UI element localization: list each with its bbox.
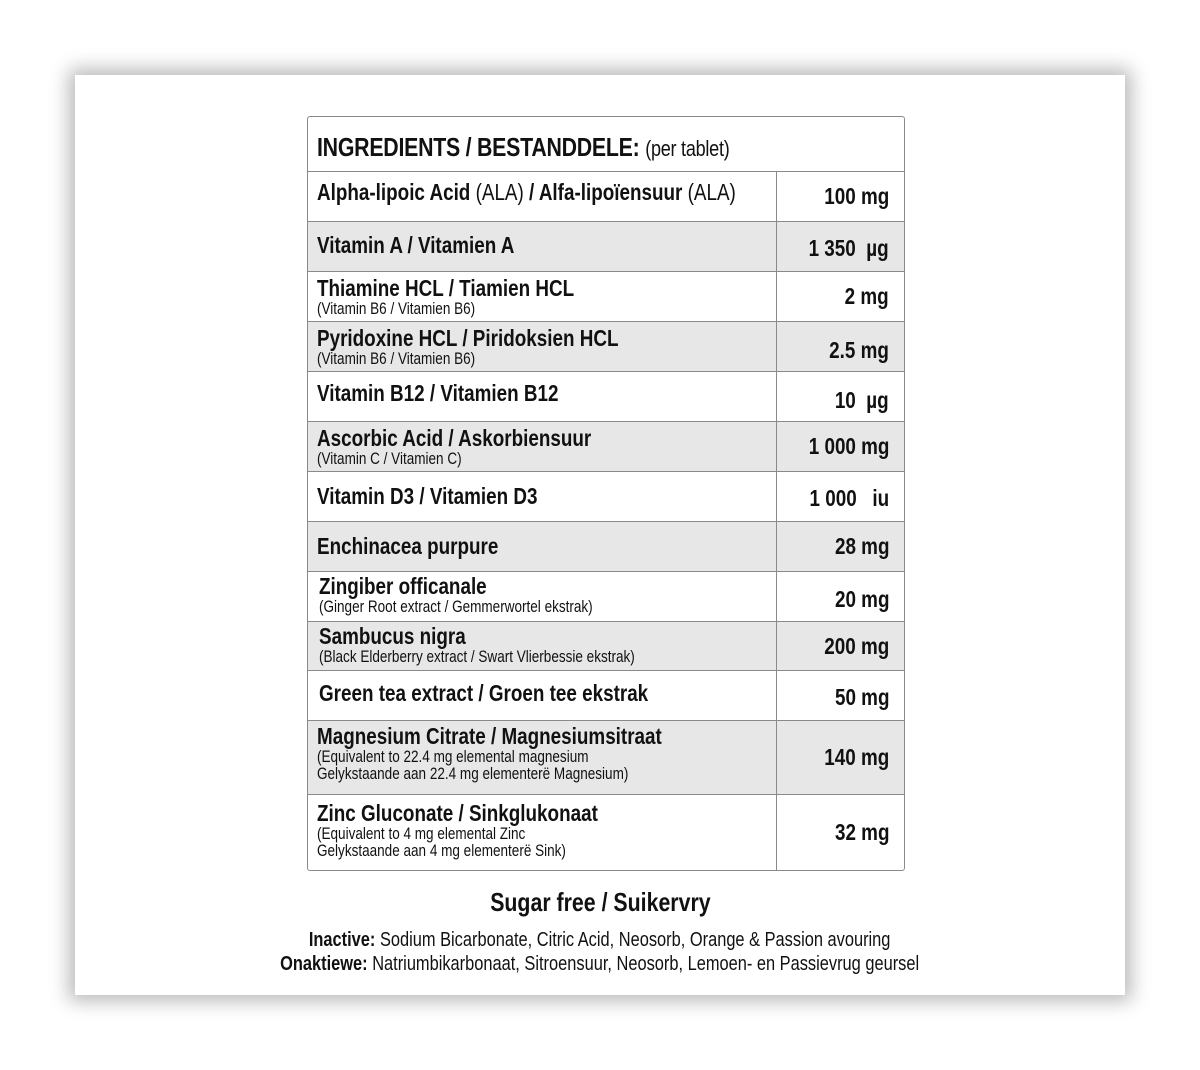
ingredient-name: Ascorbic Acid / Askorbiensuur [317,425,592,451]
ingredient-note: (Equivalent to 4 mg elemental Zinc [317,825,526,843]
ingredient-name: Zingiber officanale [319,573,487,599]
ingredient-name: Pyridoxine HCL / Piridoksien HCL [317,325,619,351]
ingredient-amount: 1 350 µg [808,235,889,261]
table-row [308,172,904,222]
ingredients-table [307,116,905,871]
table-row [308,272,904,322]
table-row [308,372,904,422]
ingredient-name: Zinc Gluconate / Sinkglukonaat [317,800,598,826]
table-row [308,322,904,372]
label-card [75,75,1125,995]
ingredient-name: Vitamin A / Vitamien A [317,232,515,258]
ingredient-amount: 28 mg [834,533,889,559]
table-row [308,572,904,622]
ingredient-amount: 140 mg [824,744,889,770]
ingredient-amount: 32 mg [834,819,889,845]
ingredient-note: Gelykstaande aan 22.4 mg elementerë Magnesium) [317,765,629,783]
table-row [308,671,904,721]
ingredient-note: (Vitamin B6 / Vitamien B6) [317,300,476,318]
ingredient-name: Green tea extract / Groen tee ekstrak [319,680,649,706]
table-row [308,721,904,795]
ingredient-note: (Vitamin C / Vitamien C) [317,450,462,468]
onaktiewe-line: Onaktiewe: Natriumbikarbonaat, Sitroensuur, Neosorb, Lemoen- en Passievrug geursel [280,953,920,975]
ingredient-name: Enchinacea purpure [317,533,499,559]
ingredient-name: Magnesium Citrate / Magnesiumsitraat [317,723,662,749]
header-title: INGREDIENTS / BESTANDDELE: (per tablet) [317,132,730,162]
sugar-free-label: Sugar free / Suikervry [489,887,711,917]
ingredient-amount: 2 mg [844,283,889,309]
table-row [308,622,904,671]
ingredient-name: Vitamin D3 / Vitamien D3 [317,483,538,509]
ingredient-amount: 200 mg [824,632,889,659]
ingredient-name: Vitamin B12 / Vitamien B12 [317,380,559,406]
ingredient-note: (Black Elderberry extract / Swart Vlierbessie ekstrak) [319,648,635,666]
table-row [308,795,904,870]
table-header [308,117,904,172]
table-row [308,222,904,272]
ingredient-note: (Vitamin B6 / Vitamien B6) [317,350,476,368]
ingredient-amount: 20 mg [834,586,889,612]
table-row [308,422,904,472]
ingredient-amount: 50 mg [834,684,889,710]
ingredient-amount: 2.5 mg [829,337,889,363]
ingredient-amount: 10 µg [835,387,889,413]
ingredient-name: Alpha-lipoic Acid (ALA) / Alfa-lipoïensuur (ALA) [317,179,736,205]
header-note: (per tablet) [645,136,730,161]
table-row [308,522,904,572]
ingredient-note: (Ginger Root extract / Gemmerwortel ekstrak) [319,598,593,616]
ingredient-note: (Equivalent to 22.4 mg elemental magnesium [317,748,589,766]
ingredient-name: Thiamine HCL / Tiamien HCL [317,275,575,301]
ingredient-name: Sambucus nigra [319,623,466,649]
ingredient-note: Gelykstaande aan 4 mg elementerë Sink) [317,842,566,860]
ingredient-amount: 100 mg [824,183,889,209]
ingredient-amount: 1 000 mg [808,433,889,459]
inactive-line: Inactive: Sodium Bicarbonate, Citric Acid, Neosorb, Orange & Passion avouring [309,929,891,951]
ingredient-amount: 1 000 iu [809,485,889,511]
table-row [308,472,904,522]
